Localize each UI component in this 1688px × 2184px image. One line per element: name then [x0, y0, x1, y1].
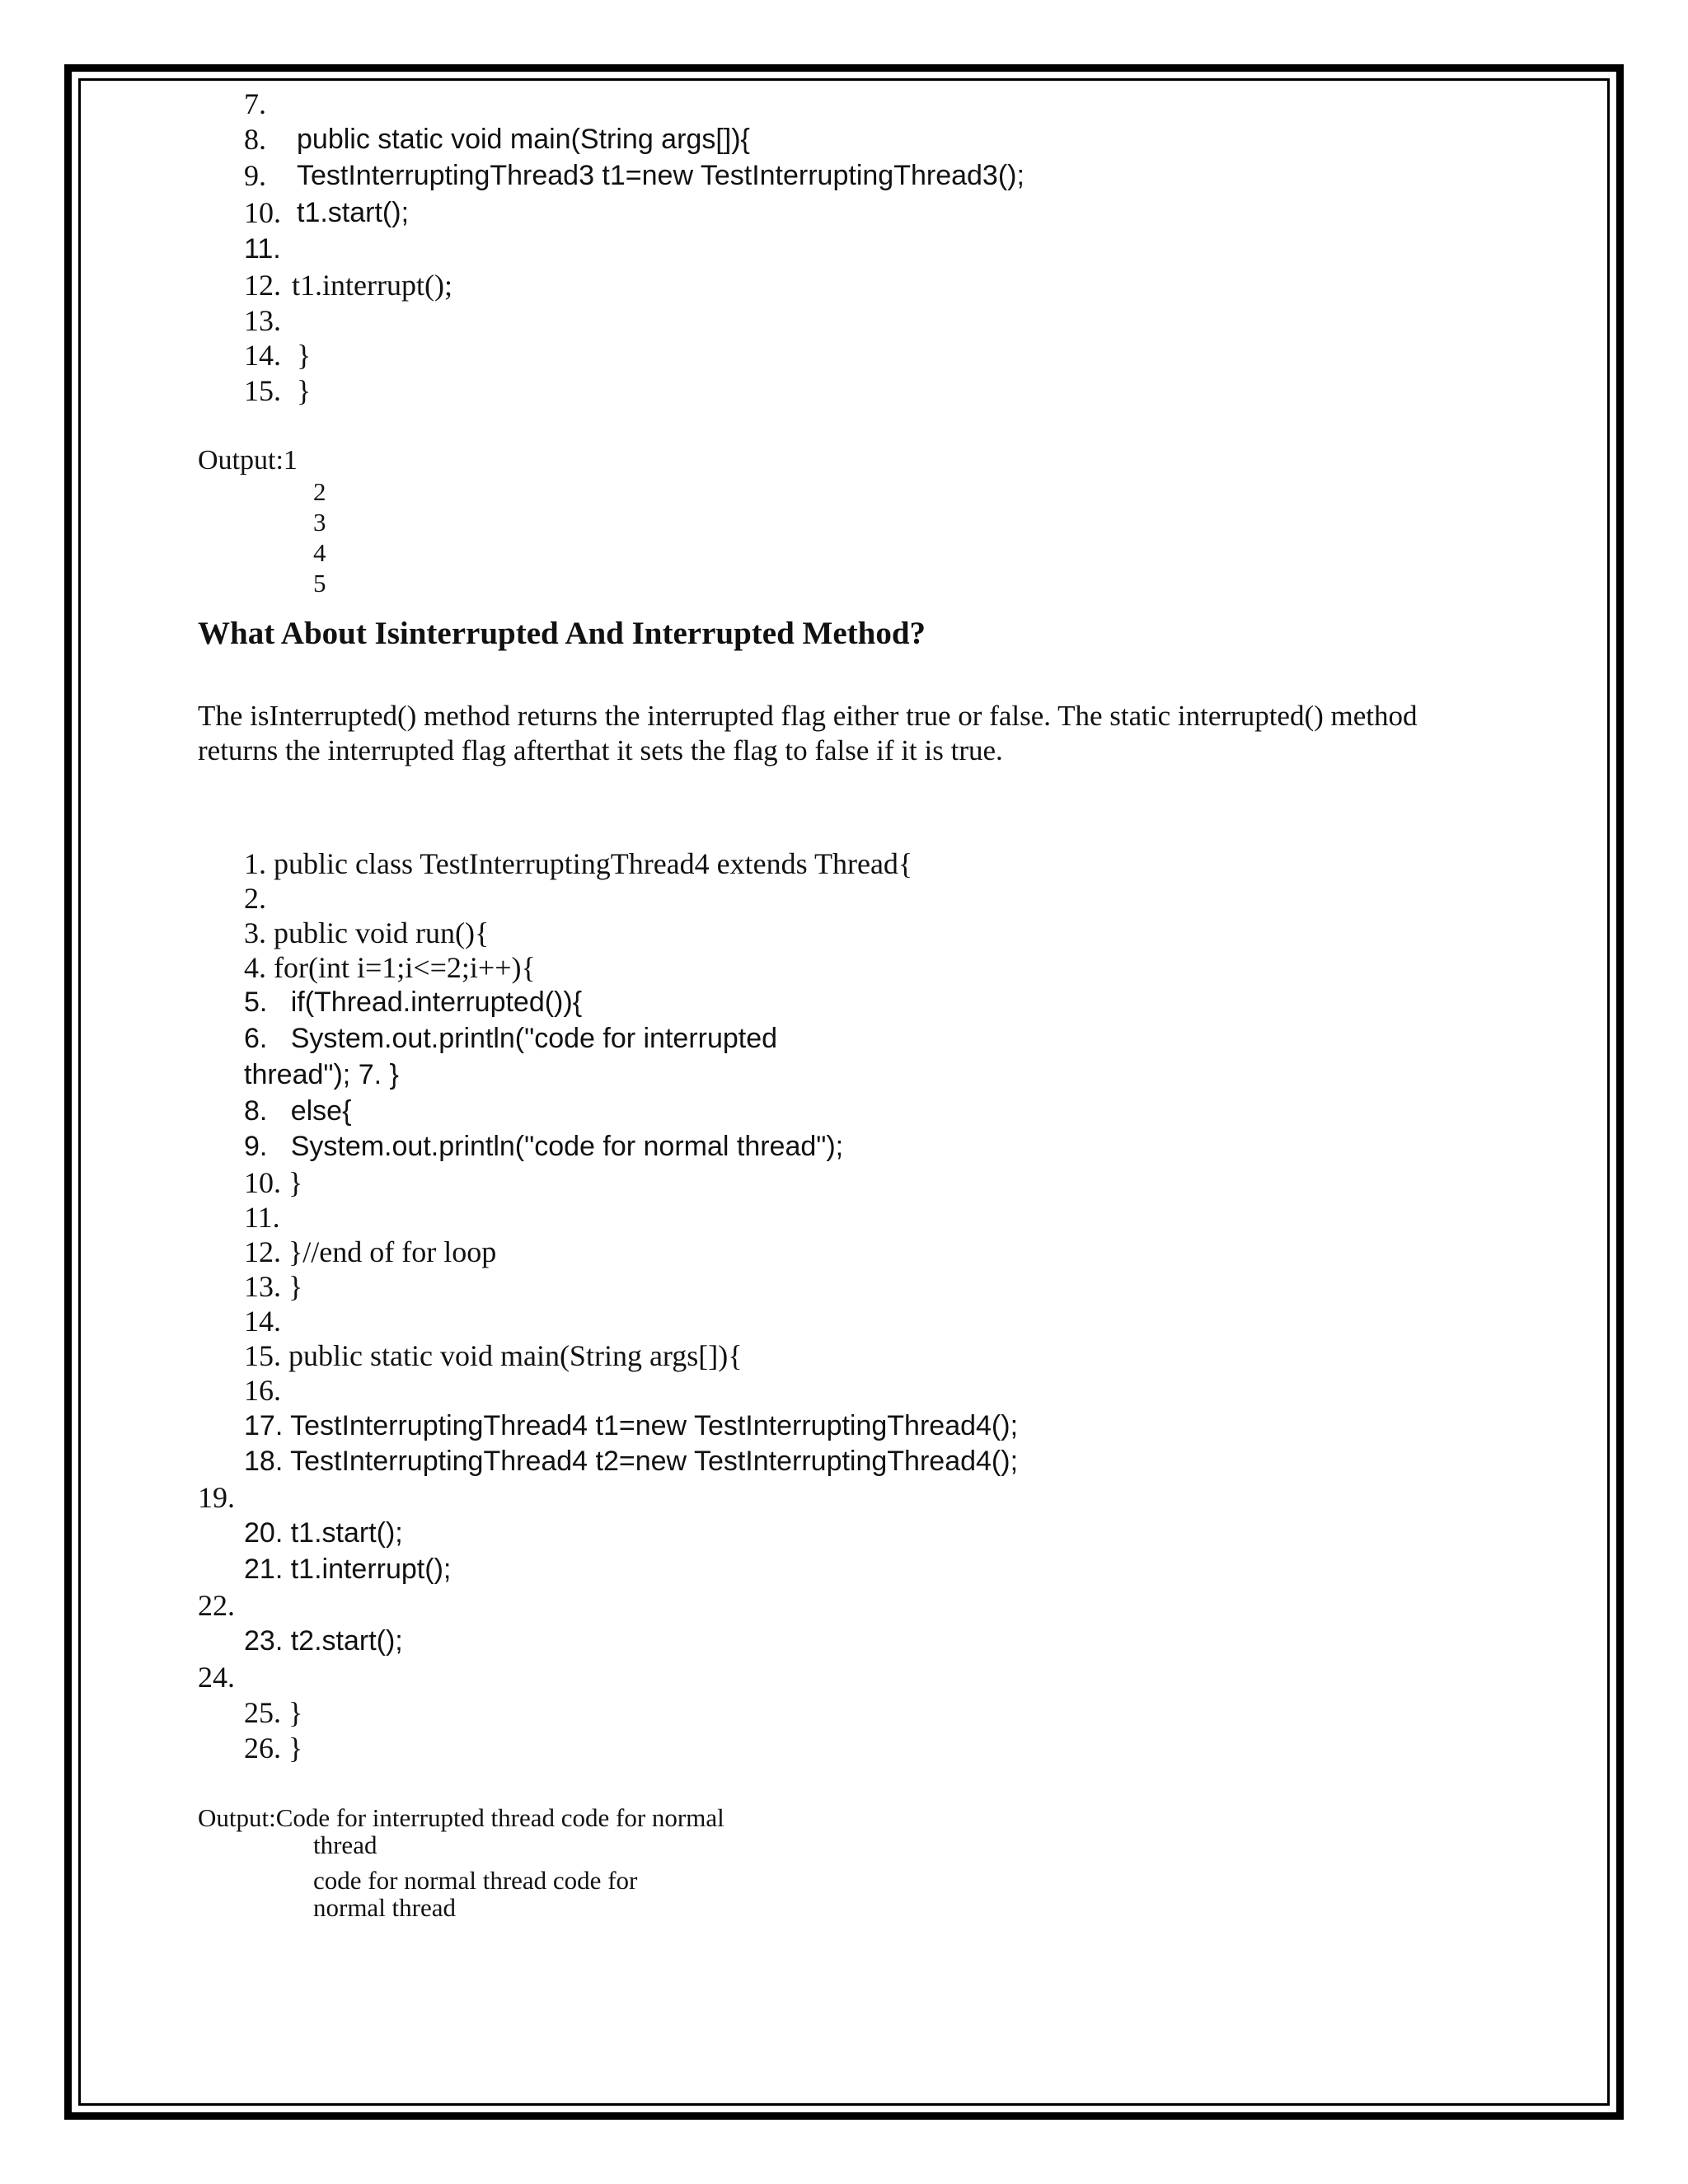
code-line: thread"); 7. }: [244, 1059, 399, 1090]
section-heading: What About Isinterrupted And Interrupted Method?: [198, 616, 926, 651]
output-1-value: 4: [313, 538, 326, 567]
code-line: 9. System.out.println("code for normal thread");: [244, 1131, 844, 1162]
paragraph-line: The isInterrupted() method returns the interrupted flag either true or false. The static interrupted() method: [198, 700, 1418, 732]
code-line: 16.: [244, 1374, 281, 1407]
code-line: 19.: [198, 1481, 235, 1514]
code-line: 2.: [244, 882, 266, 915]
code-line: 11.: [244, 233, 281, 265]
code-line: 20. t1.start();: [244, 1517, 403, 1549]
code-line: 25. }: [244, 1696, 303, 1729]
code-line: 11.: [244, 1201, 280, 1234]
code-line: 22.: [198, 1589, 235, 1622]
code-line: 8. else{: [244, 1095, 352, 1127]
output-1-label: Output:1: [198, 445, 298, 476]
code-line: 10. t1.start();: [244, 196, 410, 229]
code-line: 13.: [244, 304, 281, 337]
code-line: 8. public static void main(String args[]){: [244, 123, 750, 156]
code-line: 5. if(Thread.interrupted()){: [244, 987, 583, 1018]
code-line: 26. }: [244, 1732, 303, 1765]
output-2-line: thread: [313, 1830, 377, 1859]
code-line: 13. }: [244, 1270, 303, 1303]
output-2-line: code for normal thread code for: [313, 1866, 638, 1895]
code-line: 1. public class TestInterruptingThread4 extends Thread{: [244, 847, 913, 880]
body-paragraph: [198, 699, 1500, 768]
code-line: 15. public static void main(String args[]){: [244, 1339, 743, 1372]
code-line: 17. TestInterruptingThread4 t1=new TestInterruptingThread4();: [244, 1410, 1019, 1441]
paragraph-line: returns the interrupted flag afterthat it sets the flag to false if it is true.: [198, 734, 1003, 766]
code-line: 12. t1.interrupt();: [244, 269, 452, 302]
code-line: 4. for(int i=1;i<=2;i++){: [244, 951, 536, 984]
code-line: 24.: [198, 1661, 235, 1694]
code-line: 18. TestInterruptingThread4 t2=new TestInterruptingThread4();: [244, 1446, 1019, 1477]
code-line: 23. t2.start();: [244, 1625, 403, 1657]
code-line: 14.: [244, 1305, 281, 1338]
code-line: 7.: [244, 87, 266, 120]
output-2-line: normal thread: [313, 1893, 457, 1922]
code-line: 21. t1.interrupt();: [244, 1554, 452, 1585]
output-1-value: 5: [313, 569, 326, 598]
code-line: 6. System.out.println("code for interrupted: [244, 1023, 778, 1054]
code-line: 14. }: [244, 339, 312, 372]
output-1-value: 2: [313, 477, 326, 506]
output-1-value: 3: [313, 508, 326, 537]
output-2-line: Output:Code for interrupted thread code for normal: [198, 1803, 724, 1832]
code-line: 12. }//end of for loop: [244, 1235, 497, 1268]
code-line: 3. public void run(){: [244, 916, 490, 949]
code-line: 15. }: [244, 374, 312, 407]
code-line: 9. TestInterruptingThread3 t1=new TestInterruptingThread3();: [244, 159, 1025, 192]
code-line: 10. }: [244, 1166, 303, 1199]
